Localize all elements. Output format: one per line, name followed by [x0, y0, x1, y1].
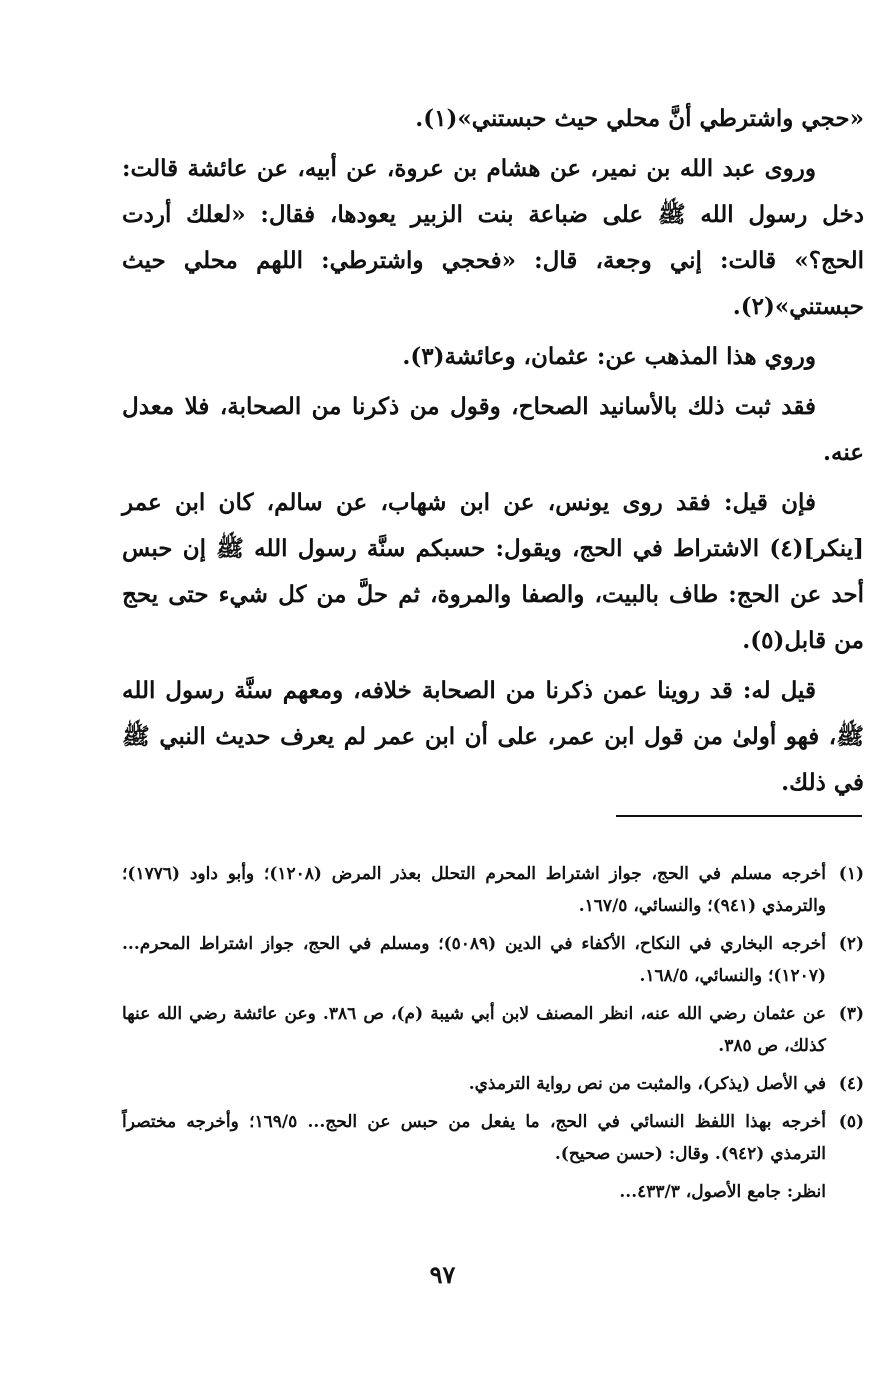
paragraph-3: وروي هذا المذهب عن: عثمان، وعائشة(٣). [402, 343, 816, 370]
footnote-text: أخرجه البخاري في النكاح، الأكفاء في الدين (٥٠٨٩)؛ ومسلم في الحج، جواز اشتراط المحرم... (١٢٠٧)؛ والنسائي، ١٦٨/٥. [122, 934, 826, 986]
footnote-2 [122, 928, 864, 992]
footnotes [122, 858, 864, 1208]
paragraph-4: فقد ثبت ذلك بالأسانيد الصحاح، وقول من ذكرنا من الصحابة، فلا معدل عنه. [122, 393, 864, 466]
paragraph-2: وروى عبد الله بن نمير، عن هشام بن عروة، عن أبيه، عن عائشة قالت: دخل رسول الله ﷺ على ضباعة بنت الزبير يعودها، فقال: «لعلك أردت الحج؟» قالت: إني وجعة، قال: «فحجي واشترطي: اللهم محلي حيث حبستني»(٢). [122, 155, 864, 320]
footnote-number: (٢) [838, 934, 864, 954]
footnote-1 [122, 858, 864, 922]
footnote-number: (٣) [838, 1004, 864, 1024]
footnote-text: في الأصل (يذكر)، والمثبت من نص رواية الترمذي. [468, 1074, 826, 1094]
footnote-text: عن عثمان رضي الله عنه، انظر المصنف لابن أبي شيبة (م)، ص ٣٨٦. وعن عائشة رضي الله عنها كذلك، ص ٣٨٥. [122, 1004, 826, 1056]
main-text [122, 96, 864, 810]
footnote-number: (٤) [838, 1074, 864, 1094]
paragraph-1: «حجي واشترطي أنَّ محلي حيث حبستني»(١). [415, 105, 864, 132]
footnote-number: (١) [838, 864, 864, 884]
footnote-text: أخرجه مسلم في الحج، جواز اشتراط المحرم التحلل بعذر المرض (١٢٠٨)؛ وأبو داود (١٧٧٦)؛ والترمذي (٩٤١)؛ والنسائي، ١٦٧/٥. [122, 864, 826, 916]
footnote-separator [616, 815, 862, 817]
footnote-text: أخرجه بهذا اللفظ النسائي في الحج، ما يفعل من حبس عن الحج... ١٦٩/٥؛ وأخرجه مختصراً الترمذي (٩٤٢). وقال: (حسن صحيح). [122, 1112, 827, 1164]
footnote-3 [122, 998, 864, 1062]
paragraph-6: قيل له: قد روينا عمن ذكرنا من الصحابة خلافه، ومعهم سنَّة رسول الله ﷺ، فهو أولىٰ من قول ابن عمر، على أن ابن عمر لم يعرف حديث النبي ﷺ في ذلك. [122, 677, 864, 796]
footnote-5-reference: انظر: جامع الأصول، ٤٣٣/٣... [619, 1182, 826, 1202]
footnote-number: (٥) [838, 1112, 864, 1132]
paragraph-5: فإن قيل: فقد روى يونس، عن ابن شهاب، عن سالم، كان ابن عمر [ينكر](٤) الاشتراط في الحج، ويقول: حسبكم سنَّة رسول الله ﷺ إن حبس أحد عن الحج: طاف بالبيت، والصفا والمروة، ثم حلَّ من كل شيء حتى يحج من قابل(٥). [122, 489, 864, 654]
footnote-4 [122, 1068, 864, 1100]
footnote-5 [122, 1106, 864, 1170]
page-number: ٩٧ [429, 1260, 456, 1289]
